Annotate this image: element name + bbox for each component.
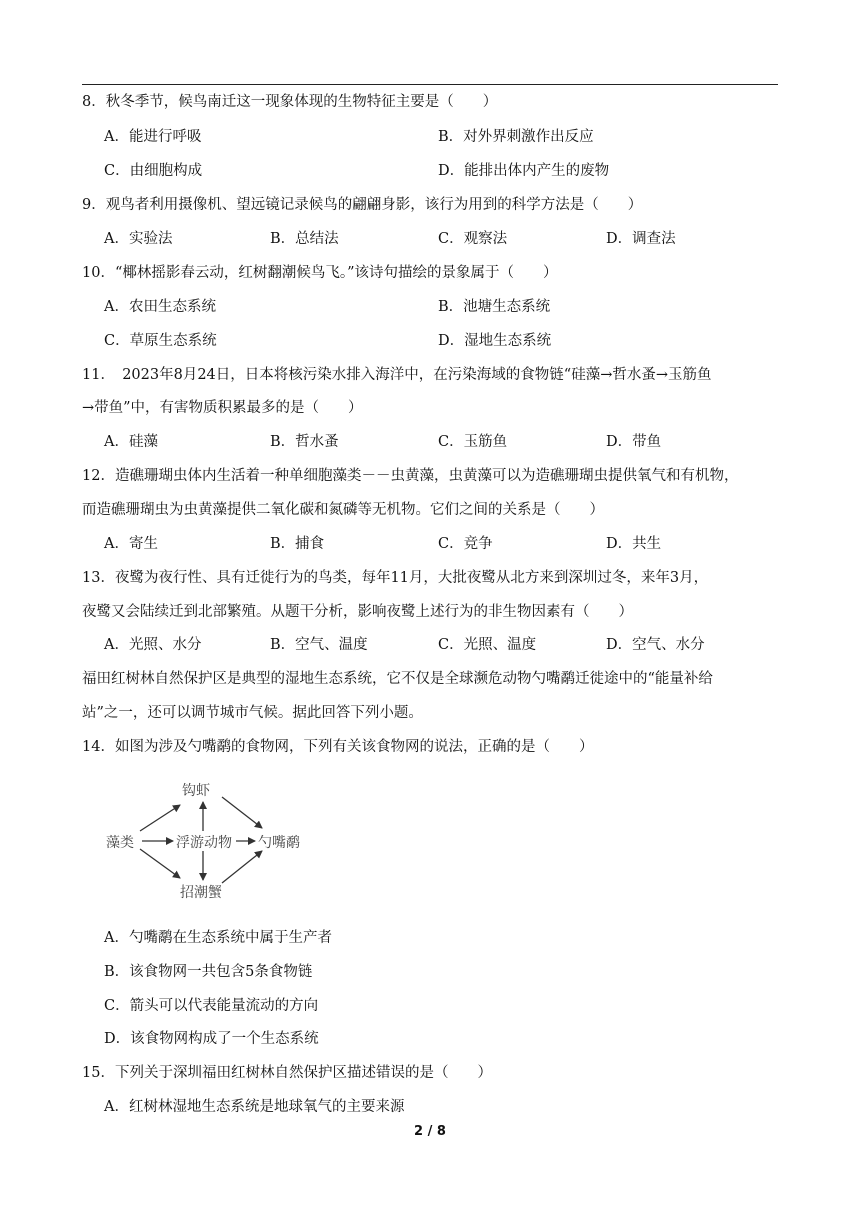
passage-line2: 站”之一，还可以调节城市气候。据此回答下列小题。 [82,705,423,721]
q9-option-d[interactable]: D．调查法 [606,231,676,247]
question-12-stem-line2: 而造礁珊瑚虫为虫黄藻提供二氧化碳和氮磷等无机物。它们之间的关系是（ ） [82,502,604,518]
node-sandpiper: 勺嘴鹬 [258,835,300,851]
question-8-stem: 8．秋冬季节，候鸟南迁这一现象体现的生物特征主要是（ ） [82,94,498,110]
q15-option-a[interactable]: A．红树林湿地生态系统是地球氧气的主要来源 [104,1099,405,1115]
question-13-stem-line2: 夜鹭又会陆续迁到北部繁殖。从题干分析，影响夜鹭上述行为的非生物因素有（ ） [82,604,633,620]
q14-option-d[interactable]: D．该食物网构成了一个生态系统 [104,1031,319,1047]
question-15-stem: 15．下列关于深圳福田红树林自然保护区描述错误的是（ ） [82,1065,492,1081]
question-11-stem-line1: 11． 2023年8月24日，日本将核污染水排入海洋中，在污染海域的食物链“硅藻→哲水蚤→玉筋鱼 [82,367,712,383]
arrow-algae-crab [140,849,180,878]
arrow-algae-shrimp [140,805,180,831]
node-shrimp: 钩虾 [182,783,210,799]
question-9-stem: 9．观鸟者利用摄像机、望远镜记录候鸟的翩翩身影，该行为用到的科学方法是（ ） [82,197,643,213]
q11-option-a[interactable]: A．硅藻 [104,434,158,450]
q11-option-b[interactable]: B．哲水蚤 [270,434,339,450]
node-plankton: 浮游动物 [176,835,232,851]
q9-option-c[interactable]: C．观察法 [438,231,508,247]
node-crab: 招潮蟹 [180,885,222,900]
arrow-shrimp-sandpiper [222,797,262,828]
q12-option-a[interactable]: A．寄生 [104,536,158,552]
arrow-crab-sandpiper [222,851,262,883]
q10-option-b[interactable]: B．池塘生态系统 [438,299,551,315]
q8-option-b[interactable]: B．对外界刺激作出反应 [438,129,594,145]
question-12-stem-line1: 12．造礁珊瑚虫体内生活着一种单细胞藻类－－虫黄藻，虫黄藻可以为造礁珊瑚虫提供氧气和有机物， [82,468,739,484]
question-13-stem-line1: 13．夜鹭为夜行性、具有迁徙行为的鸟类，每年11月，大批夜鹭从北方来到深圳过冬，来年3月， [82,570,709,586]
q14-option-b[interactable]: B．该食物网一共包含5条食物链 [104,964,313,980]
q14-option-a[interactable]: A．勺嘴鹬在生态系统中属于生产者 [104,930,332,946]
q13-option-b[interactable]: B．空气、温度 [270,637,368,653]
q10-option-a[interactable]: A．农田生态系统 [104,299,216,315]
question-10-stem: 10．“椰林摇影春云动，红树翻潮候鸟飞。”该诗句描绘的景象属于（ ） [82,265,558,281]
q11-option-c[interactable]: C．玉筋鱼 [438,434,508,450]
q10-option-d[interactable]: D．湿地生态系统 [438,333,552,349]
question-14-stem: 14．如图为涉及勺嘴鹬的食物网，下列有关该食物网的说法，正确的是（ ） [82,739,594,755]
page-number: 2 / 8 [414,1124,446,1139]
q14-option-c[interactable]: C．箭头可以代表能量流动的方向 [104,998,319,1014]
q8-option-d[interactable]: D．能排出体内产生的废物 [438,163,610,179]
node-algae: 藻类 [106,835,134,851]
q13-option-a[interactable]: A．光照、水分 [104,637,202,653]
q9-option-b[interactable]: B．总结法 [270,231,339,247]
q8-option-c[interactable]: C．由细胞构成 [104,163,203,179]
q12-option-b[interactable]: B．捕食 [270,536,325,552]
q12-option-c[interactable]: C．竞争 [438,536,493,552]
passage-line1: 福田红树林自然保护区是典型的湿地生态系统，它不仅是全球濒危动物勺嘴鹬迁徙途中的“能量补给 [82,671,713,687]
question-11-stem-line2: →带鱼”中，有害物质积累最多的是（ ） [82,400,363,416]
q13-option-c[interactable]: C．光照、温度 [438,637,537,653]
q12-option-d[interactable]: D．共生 [606,536,662,552]
q9-option-a[interactable]: A．实验法 [104,231,173,247]
q13-option-d[interactable]: D．空气、水分 [606,637,705,653]
q11-option-d[interactable]: D．带鱼 [606,434,662,450]
q10-option-c[interactable]: C．草原生态系统 [104,333,217,349]
q8-option-a[interactable]: A．能进行呼吸 [104,129,202,145]
food-web-figure [100,775,330,900]
header-rule [82,84,778,85]
